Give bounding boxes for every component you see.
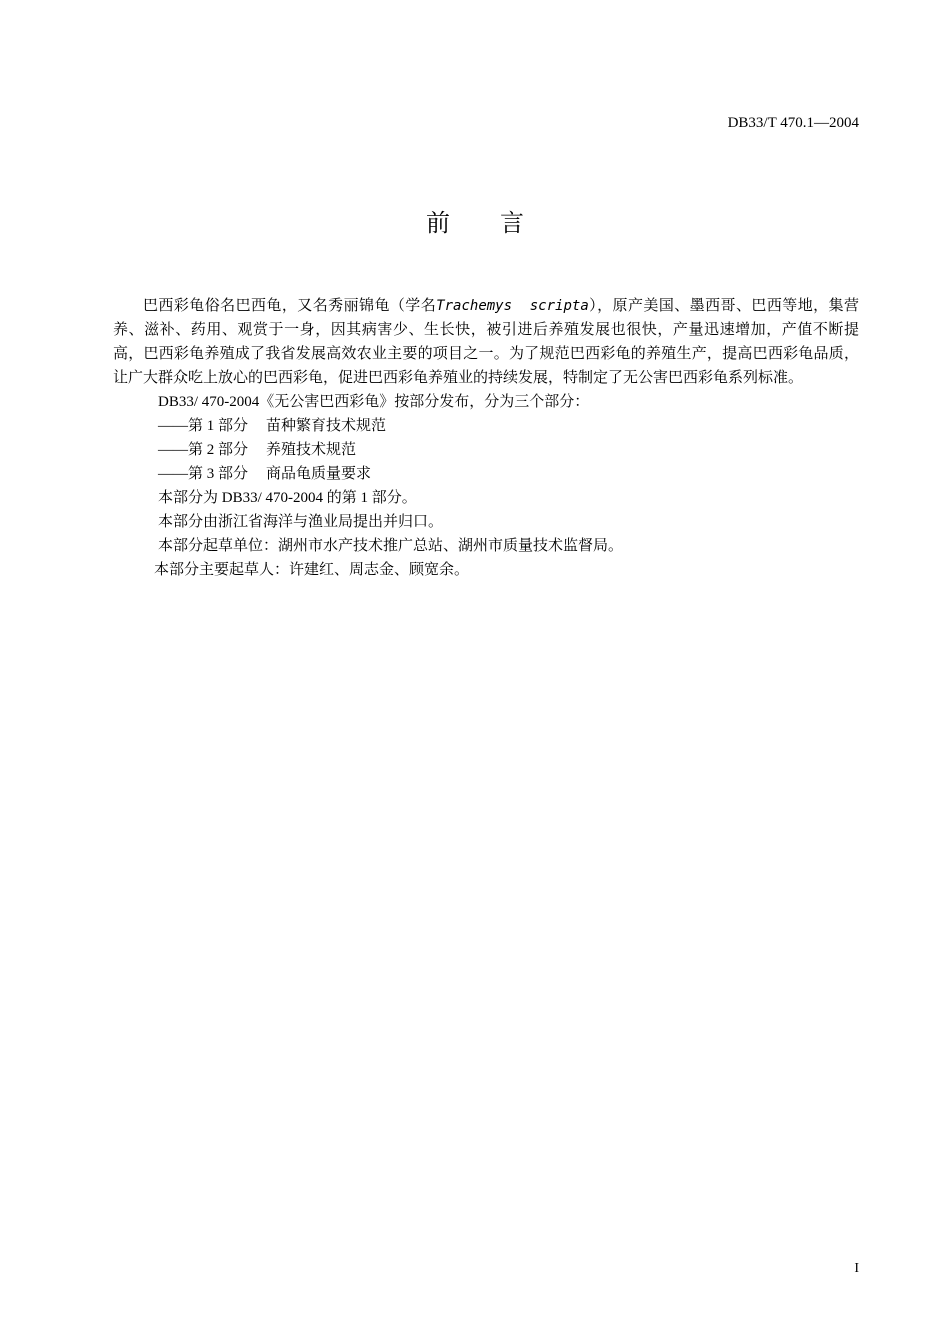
- document-body: [113, 294, 859, 582]
- intro-text-end: ），原产美国、墨西哥、巴西等地，集营养、滋补、药用、观赏于一身，因其病害少、生长快，被引进后养殖发展也很快，产量迅速增加，产值不断提高，巴西彩龟养殖成了我省发展高效农业主要的项目之一。为了规范巴西彩龟的养殖生产，提高巴西彩龟品质，让广大群众吃上放心的巴西彩龟，促进巴西彩龟养殖业的持续发展，特制定了无公害巴西彩龟系列标准。: [113, 298, 859, 386]
- list-item: [113, 438, 859, 462]
- part-name: 商品龟质量要求: [266, 466, 372, 482]
- page-title: 前言: [426, 209, 574, 237]
- part-label: ——第 2 部分: [158, 442, 249, 458]
- page-number: I: [854, 1261, 859, 1276]
- part-label: ——第 3 部分: [158, 466, 249, 482]
- intro-text-start: 巴西彩龟俗名巴西龟，又名秀丽锦龟（学名: [143, 298, 437, 314]
- latin-name: Trachemys scripta: [436, 298, 589, 314]
- proposed-by-statement: 本部分由浙江省海洋与渔业局提出并归口。: [158, 514, 444, 530]
- intro-paragraph: [113, 294, 859, 390]
- list-item: [113, 414, 859, 438]
- standard-code: DB33/T 470.1—2004: [727, 115, 859, 131]
- drafting-units-statement: 本部分起草单位：湖州市水产技术推广总站、湖州市质量技术监督局。: [158, 538, 624, 554]
- drafters-statement: 本部分主要起草人：许建红、周志金、顾宽余。: [154, 562, 470, 578]
- series-statement: DB33/ 470-2004《无公害巴西彩龟》按部分发布，分为三个部分：: [158, 394, 590, 410]
- part-name: 养殖技术规范: [266, 442, 357, 458]
- part-label: ——第 1 部分: [158, 418, 249, 434]
- part-of-statement: 本部分为 DB33/ 470-2004 的第 1 部分。: [158, 490, 417, 506]
- list-item: [113, 462, 859, 486]
- part-name: 苗种繁育技术规范: [266, 418, 387, 434]
